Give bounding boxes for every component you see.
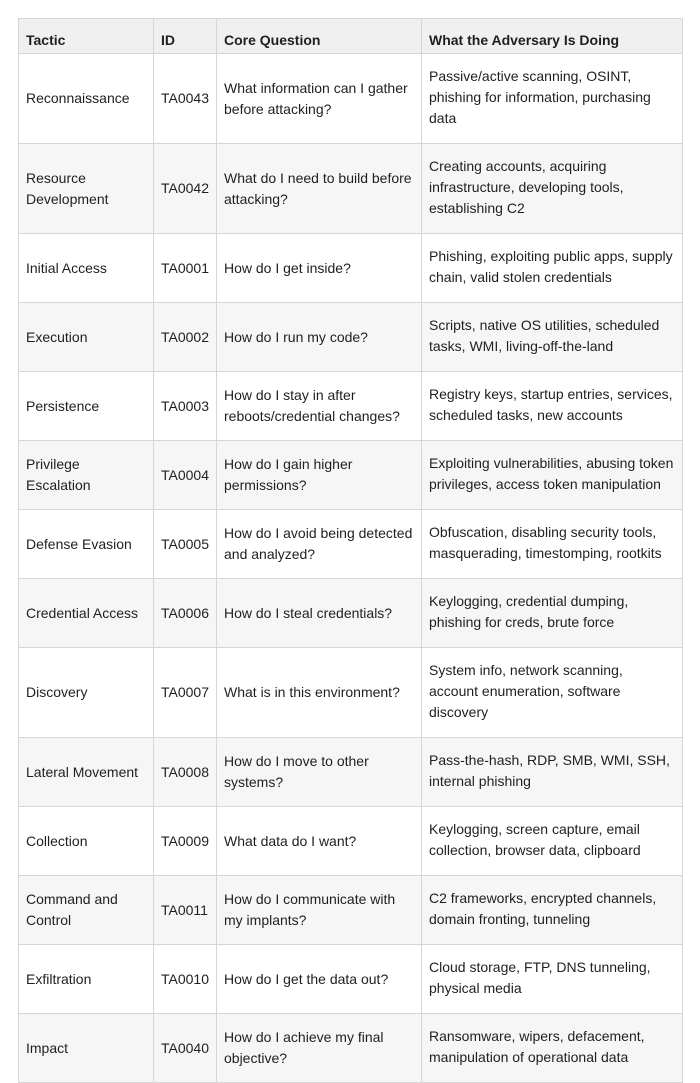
header-adversary-doing: What the Adversary Is Doing <box>422 19 683 54</box>
cell-adversary-doing: C2 frameworks, encrypted channels, domain fronting, tunneling <box>422 876 683 945</box>
cell-tactic: Persistence <box>19 372 154 441</box>
cell-tactic: Reconnaissance <box>19 54 154 144</box>
table-row <box>19 510 683 579</box>
cell-tactic: Defense Evasion <box>19 510 154 579</box>
cell-tactic: Credential Access <box>19 579 154 648</box>
cell-adversary-doing: Ransomware, wipers, defacement, manipulation of operational data <box>422 1014 683 1083</box>
cell-id: TA0006 <box>154 579 217 648</box>
cell-adversary-doing: Keylogging, credential dumping, phishing for creds, brute force <box>422 579 683 648</box>
cell-adversary-doing: Registry keys, startup entries, services, scheduled tasks, new accounts <box>422 372 683 441</box>
table-row <box>19 234 683 303</box>
cell-tactic: Command and Control <box>19 876 154 945</box>
cell-tactic: Collection <box>19 807 154 876</box>
cell-adversary-doing: System info, network scanning, account enumeration, software discovery <box>422 648 683 738</box>
cell-core-question: How do I get the data out? <box>217 945 422 1014</box>
cell-id: TA0011 <box>154 876 217 945</box>
cell-adversary-doing: Scripts, native OS utilities, scheduled tasks, WMI, living-off-the-land <box>422 303 683 372</box>
cell-id: TA0005 <box>154 510 217 579</box>
table-row <box>19 579 683 648</box>
cell-id: TA0003 <box>154 372 217 441</box>
cell-id: TA0042 <box>154 144 217 234</box>
cell-id: TA0009 <box>154 807 217 876</box>
table-row <box>19 144 683 234</box>
cell-core-question: What is in this environment? <box>217 648 422 738</box>
table-row <box>19 876 683 945</box>
tactics-table <box>18 18 683 1083</box>
cell-adversary-doing: Pass-the-hash, RDP, SMB, WMI, SSH, internal phishing <box>422 738 683 807</box>
cell-core-question: How do I communicate with my implants? <box>217 876 422 945</box>
table-row <box>19 1014 683 1083</box>
table-row <box>19 648 683 738</box>
cell-id: TA0043 <box>154 54 217 144</box>
cell-tactic: Initial Access <box>19 234 154 303</box>
table-row <box>19 54 683 144</box>
cell-core-question: How do I gain higher permissions? <box>217 441 422 510</box>
table-header-row <box>19 19 683 54</box>
cell-id: TA0040 <box>154 1014 217 1083</box>
cell-tactic: Execution <box>19 303 154 372</box>
header-tactic: Tactic <box>19 19 154 54</box>
cell-id: TA0004 <box>154 441 217 510</box>
table-row <box>19 945 683 1014</box>
cell-id: TA0010 <box>154 945 217 1014</box>
cell-adversary-doing: Phishing, exploiting public apps, supply chain, valid stolen credentials <box>422 234 683 303</box>
cell-core-question: How do I get inside? <box>217 234 422 303</box>
cell-adversary-doing: Exploiting vulnerabilities, abusing token privileges, access token manipulation <box>422 441 683 510</box>
cell-core-question: What do I need to build before attacking? <box>217 144 422 234</box>
table-row <box>19 303 683 372</box>
cell-adversary-doing: Passive/active scanning, OSINT, phishing for information, purchasing data <box>422 54 683 144</box>
cell-adversary-doing: Creating accounts, acquiring infrastructure, developing tools, establishing C2 <box>422 144 683 234</box>
cell-core-question: How do I avoid being detected and analyzed? <box>217 510 422 579</box>
cell-tactic: Discovery <box>19 648 154 738</box>
header-core-question: Core Question <box>217 19 422 54</box>
cell-tactic: Lateral Movement <box>19 738 154 807</box>
cell-tactic: Impact <box>19 1014 154 1083</box>
cell-core-question: How do I stay in after reboots/credential changes? <box>217 372 422 441</box>
cell-id: TA0008 <box>154 738 217 807</box>
table-body <box>19 54 683 1083</box>
cell-adversary-doing: Cloud storage, FTP, DNS tunneling, physical media <box>422 945 683 1014</box>
header-id: ID <box>154 19 217 54</box>
cell-id: TA0001 <box>154 234 217 303</box>
cell-id: TA0007 <box>154 648 217 738</box>
table-row <box>19 441 683 510</box>
cell-core-question: What data do I want? <box>217 807 422 876</box>
cell-tactic: Exfiltration <box>19 945 154 1014</box>
cell-core-question: How do I run my code? <box>217 303 422 372</box>
cell-core-question: How do I steal credentials? <box>217 579 422 648</box>
cell-core-question: How do I achieve my final objective? <box>217 1014 422 1083</box>
table-row <box>19 738 683 807</box>
table-row <box>19 807 683 876</box>
cell-adversary-doing: Obfuscation, disabling security tools, masquerading, timestomping, rootkits <box>422 510 683 579</box>
cell-tactic: Privilege Escalation <box>19 441 154 510</box>
cell-id: TA0002 <box>154 303 217 372</box>
cell-tactic: Resource Development <box>19 144 154 234</box>
cell-core-question: How do I move to other systems? <box>217 738 422 807</box>
cell-adversary-doing: Keylogging, screen capture, email collection, browser data, clipboard <box>422 807 683 876</box>
cell-core-question: What information can I gather before attacking? <box>217 54 422 144</box>
table-row <box>19 372 683 441</box>
